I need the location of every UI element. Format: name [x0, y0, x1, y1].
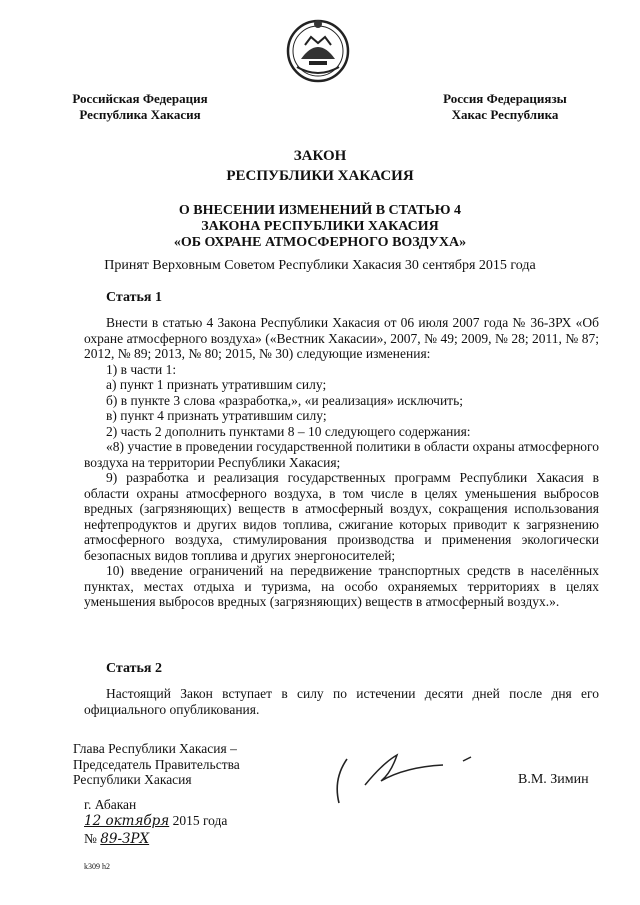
- article1-paragraph: б) в пункте 3 слова «разработка,», «и реализация» исключить;: [106, 392, 463, 408]
- article1-paragraph: 1) в части 1:: [106, 361, 177, 377]
- handwritten-date: 12 октября: [84, 813, 170, 829]
- signatory-title-line2: Председатель Правительства: [73, 756, 240, 772]
- header-left: [40, 91, 240, 123]
- article1-paragraph: 2) часть 2 дополнить пунктами 8 – 10 следующего содержания:: [106, 423, 471, 439]
- article2-paragraph: Настоящий Закон вступает в силу по истечении десяти дней после дня его официального опубликования.: [84, 686, 599, 717]
- law-title-line3: «ОБ ОХРАНЕ АТМОСФЕРНОГО ВОЗДУХА»: [173, 235, 467, 250]
- number-sign: №: [84, 831, 97, 846]
- law-title-line2: ЗАКОНА РЕСПУБЛИКИ ХАКАСИЯ: [201, 219, 439, 234]
- header-left-line2: Республика Хакасия: [79, 107, 201, 122]
- handwritten-signature: [325, 745, 500, 815]
- article1-paragraph: «8) участие в проведении государственной политики в области охраны атмосферного воздуха на территории Республики Хакасия;: [84, 439, 599, 470]
- header-left-line1: Российская Федерация: [72, 91, 208, 106]
- signing-date: [84, 813, 227, 829]
- document-type: ЗАКОН: [293, 148, 347, 164]
- article1-body: [84, 315, 599, 610]
- date-year: 2015 года: [172, 813, 228, 828]
- document-code: k309 h2: [84, 862, 110, 871]
- article1-paragraph: а) пункт 1 признать утратившим силу;: [106, 377, 327, 392]
- article1-paragraph: Внести в статью 4 Закона Республики Хакасия от 06 июля 2007 года № 36-ЗРХ «Об охране атмосферного воздуха» («Вестник Хакасии», 2007, № 49; 2009, № 28; 2011, № 87; 2012, № 89; 2013, № 80; 2015, № 30) следующие изменения:: [84, 315, 599, 361]
- city-label: г. Абакан: [84, 797, 137, 812]
- header-right-line1: Россия Федерациязы: [443, 91, 567, 106]
- header-right-line2: Хакас Республика: [451, 107, 559, 122]
- article1-paragraph: 10) введение ограничений на передвижение транспортных средств в населённых пунктах, местах отдыха и туризма, на особо охраняемых территориях в целях уменьшения выбросов вредных (загрязняющих) веществ в атмосферный воздух.».: [84, 563, 599, 609]
- article2-heading: Статья 2: [106, 661, 162, 676]
- law-title-line1: О ВНЕСЕНИИ ИЗМЕНЕНИЙ В СТАТЬЮ 4: [178, 203, 462, 218]
- header-right: [405, 91, 605, 123]
- article1-paragraph: 9) разработка и реализация государственных программ Республики Хакасия в области охраны атмосферного воздуха, в том числе в целях уменьшения выбросов вредных (загрязняющих) веществ в атмосферный воздух, сокращения использования нефтепродуктов и других видов топлива, сжигание которых приводит к загрязнению атмосферного воздуха, стимулирования производства и применения экологически безопасных видов топлива и других энергоносителей;: [84, 470, 599, 563]
- signatory-title-line3: Республики Хакасия: [73, 772, 192, 787]
- article1-heading: Статья 1: [106, 290, 162, 305]
- signatory-name: В.М. Зимин: [518, 772, 589, 787]
- law-number: [84, 831, 149, 847]
- handwritten-number: 89-ЗРХ: [100, 831, 150, 847]
- document-issuer: РЕСПУБЛИКИ ХАКАСИЯ: [226, 168, 414, 184]
- article1-paragraph: в) пункт 4 признать утратившим силу;: [106, 408, 327, 423]
- signatory-title-line1: Глава Республики Хакасия –: [73, 741, 237, 756]
- adoption-statement: Принят Верховным Советом Республики Хакасия 30 сентября 2015 года: [104, 258, 536, 273]
- signatory-title: [73, 741, 240, 788]
- khakassia-emblem-icon: [283, 15, 353, 85]
- article2-body: [84, 686, 599, 717]
